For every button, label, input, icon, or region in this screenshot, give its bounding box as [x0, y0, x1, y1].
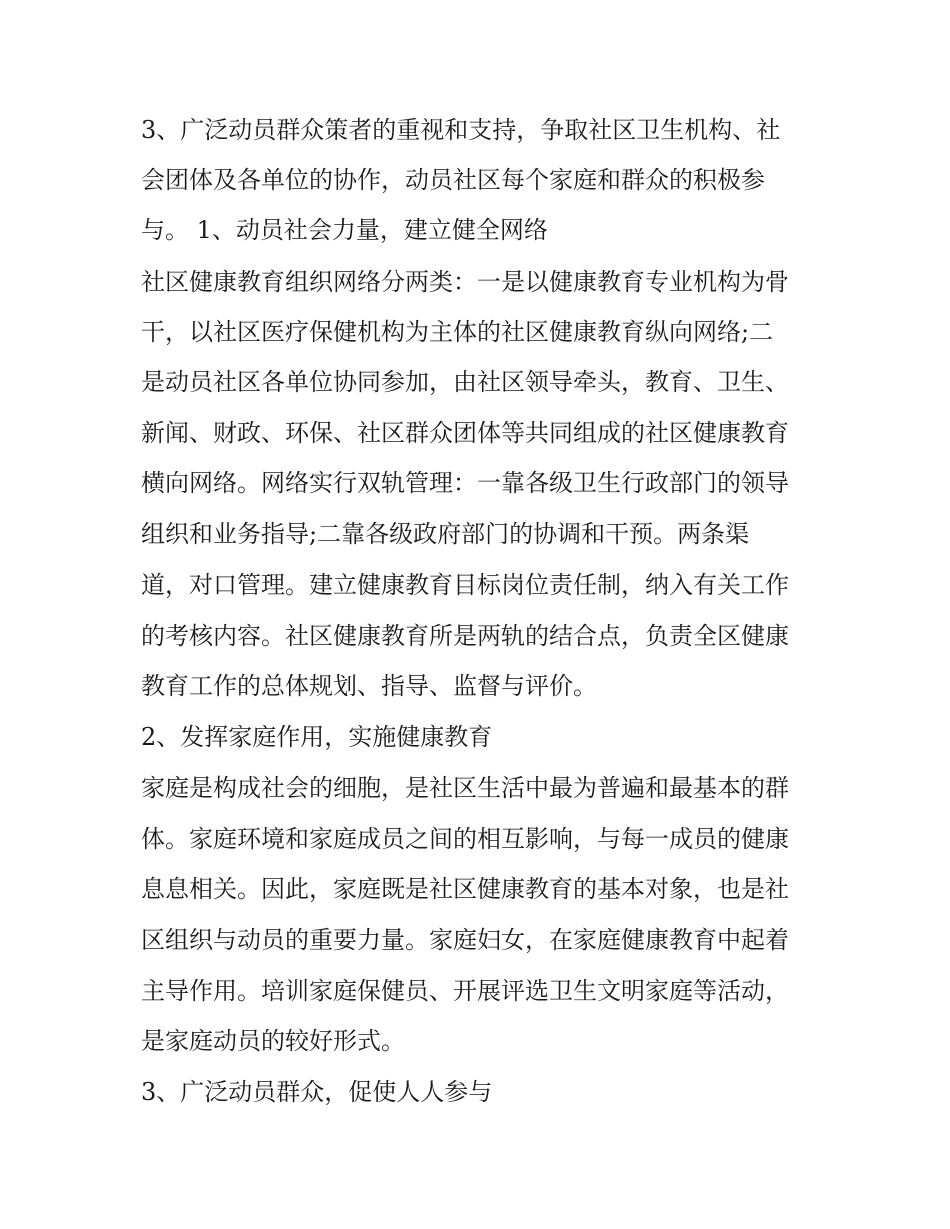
- section-heading: 3、广泛动员群众，促使人人参与: [141, 1078, 493, 1106]
- text-line: 区组织与动员的重要力量。家庭妇女，在家庭健康教育中起着: [141, 926, 789, 954]
- text-line: 组织和业务指导;二靠各级政府部门的协调和干预。两条渠: [141, 520, 750, 548]
- text-line: 家庭是构成社会的细胞，是社区生活中最为普遍和最基本的群: [141, 774, 789, 802]
- text-line: 新闻、财政、环保、社区群众团体等共同组成的社区健康教育: [141, 419, 789, 447]
- text-line: 息息相关。因此，家庭既是社区健康教育的基本对象，也是社: [141, 875, 789, 903]
- text-line: 横向网络。网络实行双轨管理：一靠各级卫生行政部门的领导: [141, 469, 789, 497]
- section-heading: 2、发挥家庭作用，实施健康教育: [141, 723, 493, 751]
- text-line: 的考核内容。社区健康教育所是两轨的结合点，负责全区健康: [141, 622, 789, 650]
- text-line: 教育工作的总体规划、指导、监督与评价。: [141, 672, 597, 700]
- text-line: 体。家庭环境和家庭成员之间的相互影响，与每一成员的健康: [141, 825, 789, 853]
- text-line: 与。 1、动员社会力量，建立健全网络: [141, 216, 548, 244]
- text-line: 是家庭动员的较好形式。: [141, 1027, 405, 1055]
- text-line: 3、广泛动员群众策者的重视和支持，争取社区卫生机构、社: [141, 116, 781, 144]
- text-line: 会团体及各单位的协作，动员社区每个家庭和群众的积极参: [141, 166, 765, 194]
- text-line: 是动员社区各单位协同参加，由社区领导牵头，教育、卫生、: [141, 368, 789, 396]
- text-line: 干，以社区医疗保健机构为主体的社区健康教育纵向网络;二: [141, 318, 774, 346]
- text-line: 社区健康教育组织网络分两类：一是以健康教育专业机构为骨: [141, 268, 789, 296]
- text-line: 主导作用。培训家庭保健员、开展评选卫生文明家庭等活动，: [141, 977, 789, 1005]
- text-line: 道，对口管理。建立健康教育目标岗位责任制，纳入有关工作: [141, 571, 789, 599]
